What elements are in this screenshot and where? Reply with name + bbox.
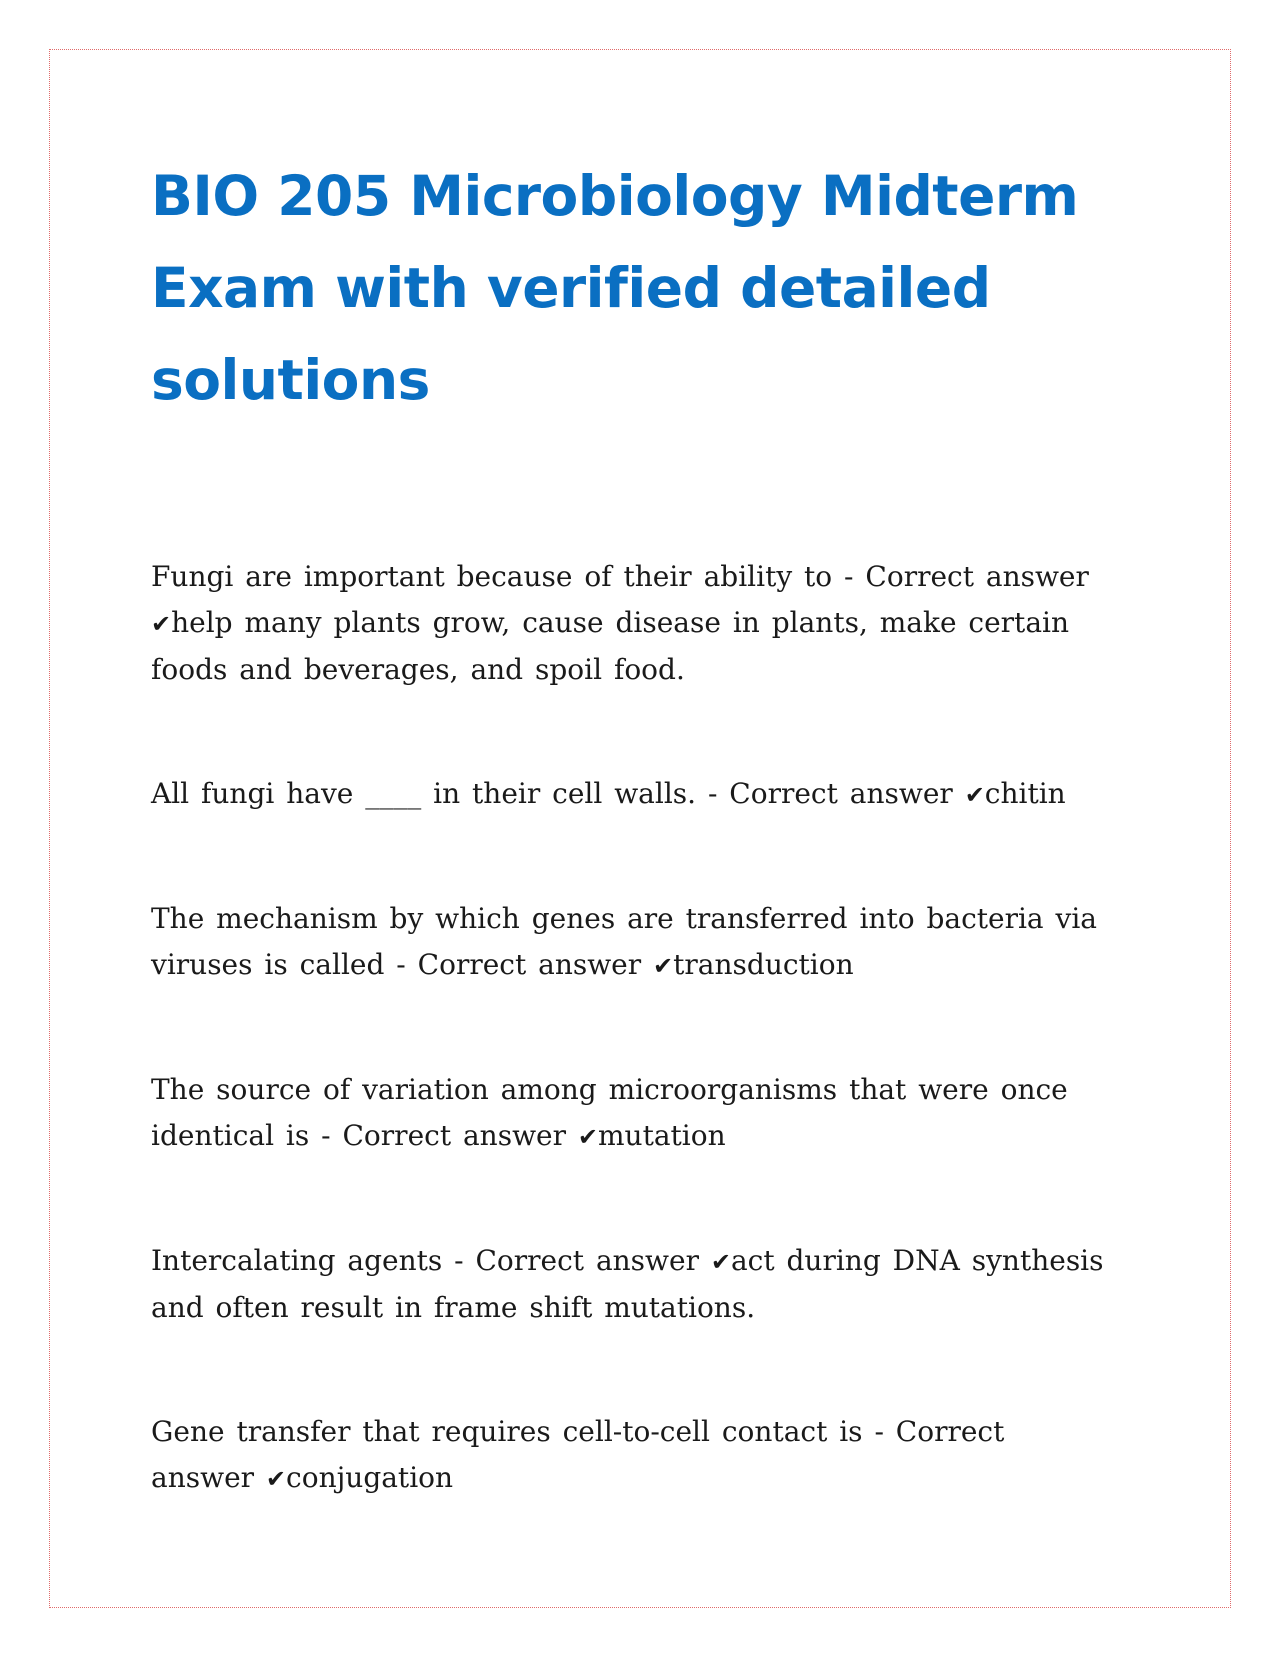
checkmark-icon: ✔ <box>265 1465 287 1493</box>
qa-item <box>151 554 1111 693</box>
question-text: Fungi are important because of their ability to <box>151 560 833 593</box>
qa-item <box>151 1067 1111 1160</box>
answer-text: mutation <box>598 1119 726 1152</box>
question-text: The source of variation among microorganisms that were once identical is <box>151 1073 1068 1152</box>
qa-item <box>151 1238 1111 1331</box>
document-title: BIO 205 Microbiology Midterm Exam with verified detailed solutions <box>151 164 1079 412</box>
answer-prefix: - Correct answer <box>442 1244 711 1277</box>
answer-prefix: - Correct answer <box>384 948 654 981</box>
page-content <box>151 150 1111 1580</box>
qa-item <box>151 1409 1111 1502</box>
qa-list <box>151 554 1111 1502</box>
checkmark-icon: ✔ <box>710 1248 731 1276</box>
qa-item <box>151 896 1111 989</box>
answer-prefix: - Correct answer <box>832 560 1089 593</box>
answer-text: act during DNA synthesis and often result in frame shift mutations. <box>151 1244 1104 1324</box>
question-text: All fungi have ____ in their cell walls. <box>151 777 697 810</box>
answer-prefix: - Correct answer <box>696 777 965 810</box>
answer-text: conjugation <box>286 1461 454 1494</box>
question-text: The mechanism by which genes are transferred into bacteria via viruses is called <box>151 902 1097 981</box>
qa-item <box>151 771 1111 818</box>
answer-text: transduction <box>673 948 854 981</box>
answer-prefix: - Correct answer <box>309 1119 578 1152</box>
question-text: Gene transfer that requires cell-to-cell contact is <box>151 1415 863 1448</box>
answer-text: help many plants grow, cause disease in plants, make certain foods and beverages, and spoil food. <box>151 606 1069 686</box>
checkmark-icon: ✔ <box>653 952 674 980</box>
checkmark-icon: ✔ <box>151 610 172 638</box>
answer-text: chitin <box>984 777 1066 810</box>
checkmark-icon: ✔ <box>964 781 985 809</box>
answer-prefix: - Correct answer <box>151 1415 1005 1494</box>
question-text: Intercalating agents <box>151 1244 443 1277</box>
checkmark-icon: ✔ <box>577 1123 598 1151</box>
